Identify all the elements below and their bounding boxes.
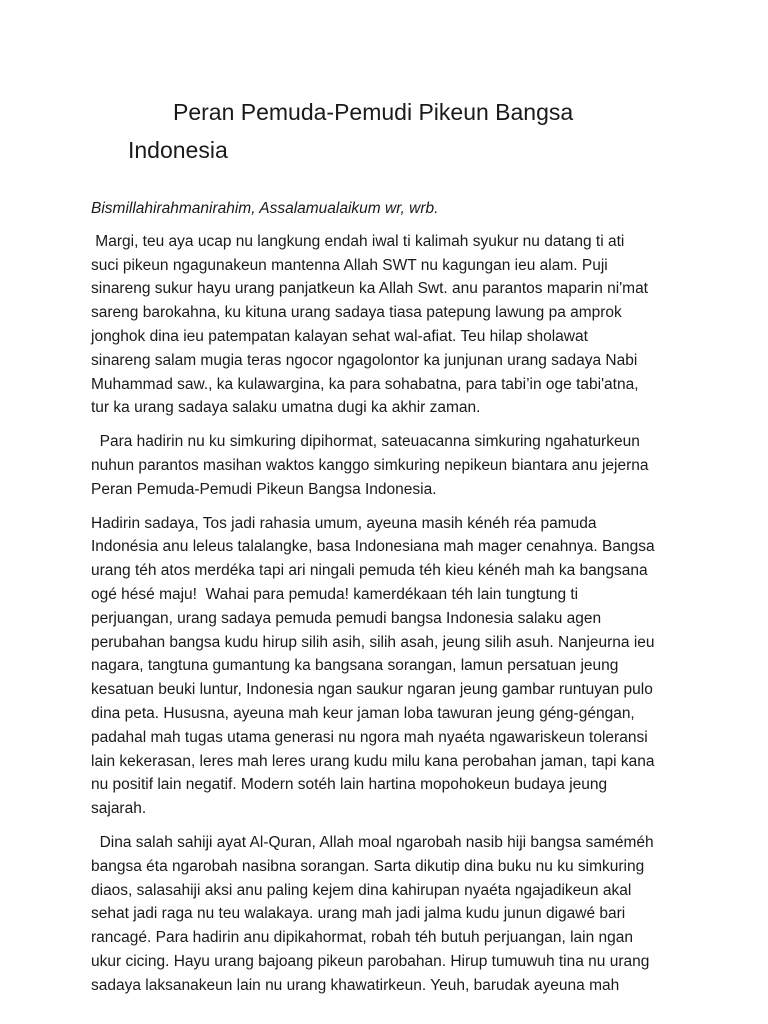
paragraph-line: lain kekerasan, leres mah leres urang kudu milu kana perobahan jaman, tapi kana (91, 752, 655, 770)
paragraph-line: bangsa éta ngarobah nasibna sorangan. Sarta dikutip dina buku nu ku simkuring (91, 857, 645, 875)
paragraph-line: Peran Pemuda-Pemudi Pikeun Bangsa Indonesia. (91, 480, 437, 498)
paragraph-line: sinareng salam mugia teras ngocor ngagolontor ka junjunan urang sadaya Nabi (91, 351, 638, 369)
paragraph (91, 831, 691, 998)
paragraph-line: rancagé. Para hadirin anu dipikahormat, robah téh butuh perjuangan, lain ngan (91, 929, 634, 947)
paragraph-line: Margi, teu aya ucap nu langkung endah iwal ti kalimah syukur nu datang ti ati (91, 232, 625, 250)
paragraph (91, 230, 691, 420)
paragraph-line: perubahan bangsa kudu hirup silih asih, silih asah, jeung silih asuh. Nanjeurna ieu (91, 633, 655, 651)
paragraph-line: Indonésia anu leleus talalangke, basa Indonesiana mah mager cenahnya. Bangsa (91, 538, 655, 556)
paragraph-line: Dina salah sahiji ayat Al-Quran, Allah moal ngarobah nasib hiji bangsa saméméh (91, 833, 654, 851)
document-title-line-1: Peran Pemuda-Pemudi Pikeun Bangsa (173, 99, 574, 125)
paragraph-line: sadaya laksanakeun lain nu urang khawatirkeun. Yeuh, barudak ayeuna mah (91, 976, 620, 994)
paragraph-line: Hadirin sadaya, Tos jadi rahasia umum, ayeuna masih kénéh réa pamuda (91, 514, 597, 532)
paragraph-line: perjuangan, urang sadaya pemuda pemudi bangsa Indonesia salaku agen (91, 609, 602, 627)
paragraph-line: nagara, tangtuna gumantung ka bangsana sorangan, lamun persatuan jeung (91, 657, 619, 675)
paragraph (91, 512, 691, 821)
paragraph-line: kesatuan beuki luntur, Indonesia ngan saukur ngaran jeung gambar runtuyan pulo (91, 681, 653, 699)
paragraph-list (91, 230, 691, 998)
paragraph-line: ukur cicing. Hayu urang bajoang pikeun parobahan. Hirup tumuwuh tina nu urang (91, 952, 650, 970)
paragraph-line: ogé hésé maju! Wahai para pemuda! kamerdékaan téh lain tungtung ti (91, 585, 579, 603)
paragraph-line: nu positif lain negatif. Modern sotéh lain hartina mopohokeun budaya jeung (91, 776, 608, 794)
paragraph-line: suci pikeun ngagunakeun mantenna Allah SWT nu kagungan ieu alam. Puji (91, 256, 608, 274)
paragraph-line: Muhammad saw., ka kulawargina, ka para sohabatna, para tabi’in oge tabi'atna, (91, 375, 639, 393)
document-body (91, 197, 691, 1008)
paragraph (91, 430, 691, 501)
paragraph-line: jonghok dina ieu patempatan kalayan sehat wal-afiat. Teu hilap sholawat (91, 327, 588, 345)
paragraph-line: dina peta. Hususna, ayeuna mah keur jaman loba tawuran jeung géng-géngan, (91, 704, 635, 722)
paragraph-line: sareng barokahna, ku kituna urang sadaya tiasa patepung lawung pa amprok (91, 304, 622, 322)
paragraph-line: urang téh atos merdéka tapi ari ningali pemuda téh kieu kénéh mah ka bangsana (91, 562, 648, 580)
paragraph-line: tur ka urang sadaya salaku umatna dugi ka akhir zaman. (91, 399, 481, 417)
paragraph-line: Para hadirin nu ku simkuring dipihormat, sateuacanna simkuring ngahaturkeun (91, 433, 640, 451)
paragraph-line: nuhun parantos masihan waktos kanggo simkuring nepikeun biantara anu jejerna (91, 456, 649, 474)
greeting: Bismillahirahmanirahim, Assalamualaikum wr, wrb. (91, 200, 439, 217)
paragraph-line: diaos, salasahiji aksi anu paling kejem dina kahirupan nyaéta ngajadikeun akal (91, 881, 632, 899)
paragraph-line: padahal mah tugas utama generasi nu ngora mah nyaéta ngawariskeun toleransi (91, 728, 648, 746)
paragraph-line: sehat jadi raga nu teu walakaya. urang mah jadi jalma kudu junun digawé bari (91, 905, 626, 923)
paragraph-line: sajarah. (91, 800, 147, 818)
document-title-line-2: Indonesia (128, 137, 228, 163)
paragraph-line: sinareng sukur hayu urang panjatkeun ka Allah Swt. anu parantos maparin ni'mat (91, 280, 648, 298)
